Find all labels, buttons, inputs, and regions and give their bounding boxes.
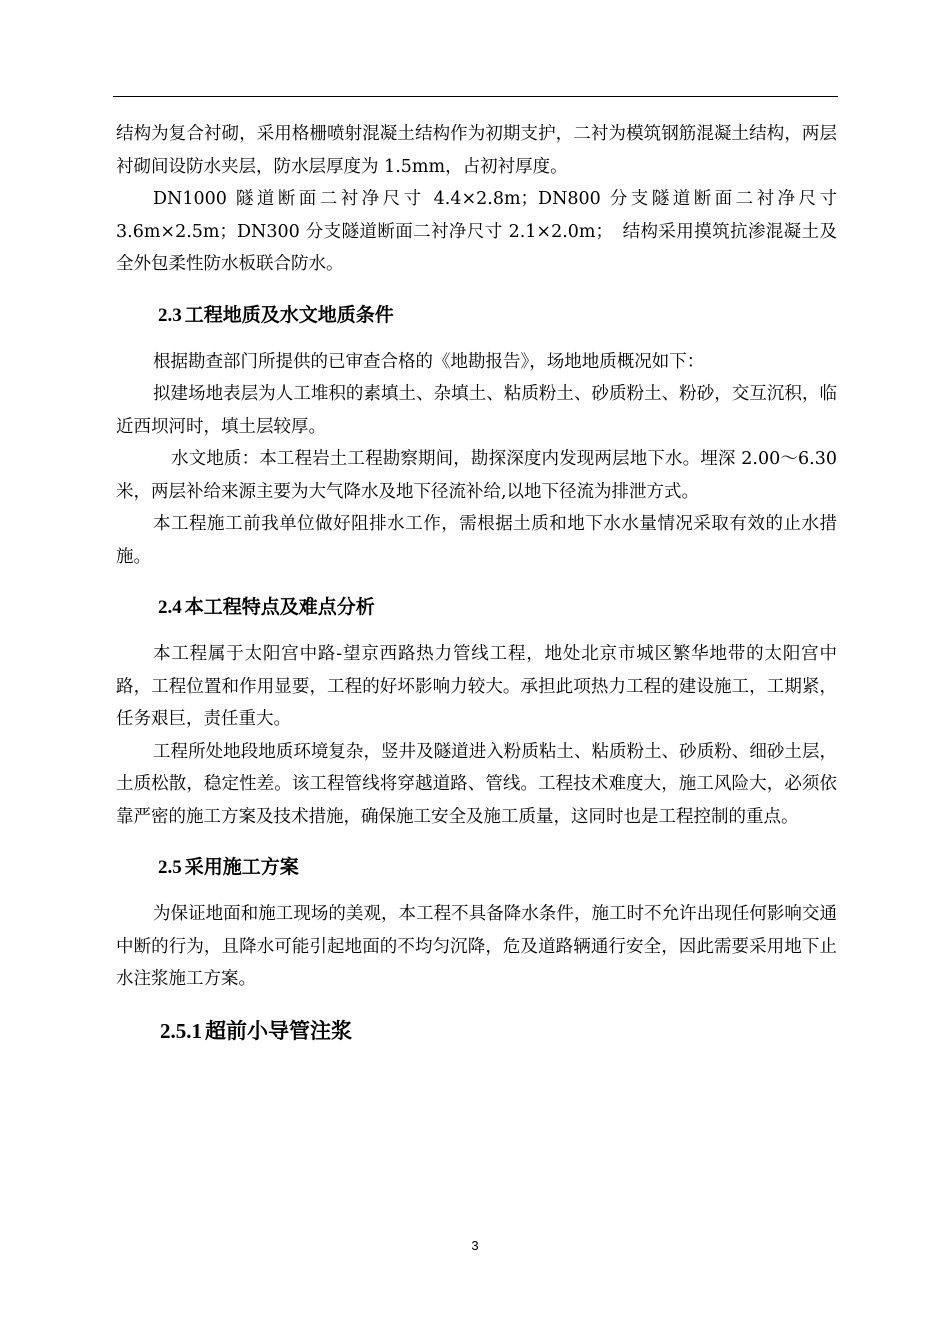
paragraph-tunnel-dimensions: DN1000 隧道断面二衬净尺寸 4.4×2.8m；DN800 分支隧道断面二衬净尺寸 3.6m×2.5m；DN300 分支隧道断面二衬净尺寸 2.1×2.0m； 结构采用摸筑抗渗混凝土及全外包柔性防水板联合防水。 [116, 189, 837, 274]
paragraph-construction-plan: 为保证地面和施工现场的美观，本工程不具备降水条件，施工时不允许出现任何影响交通中断的行为，且降水可能引起地面的不均匀沉降，危及道路辆通行安全，因此需要采用地下止水注浆施工方案。 [116, 904, 837, 989]
section-heading-2-5-1 [116, 1014, 837, 1048]
document-body [116, 118, 837, 1048]
paragraph-survey-report: 根据勘查部门所提供的已审查合格的《地勘报告》，场地地质概况如下： [153, 351, 705, 372]
section-heading-2-3 [116, 299, 837, 332]
section-title: 工程地质及水文地质条件 [184, 303, 394, 326]
section-title: 超前小导管注浆 [205, 1017, 352, 1043]
section-heading-2-5 [116, 851, 837, 884]
section-heading-2-4 [116, 591, 837, 624]
section-title: 采用施工方案 [184, 856, 299, 878]
paragraph-project-overview: 本工程属于太阳宫中路-望京西路热力管线工程，地处北京市城区繁华地带的太阳宫中路，工程位置和作用显要，工程的好坏影响力较大。承担此项热力工程的建设施工，工期紧，任务艰巨，责任重大。 [116, 644, 837, 729]
paragraph-site-strata: 拟建场地表层为人工堆积的素填土、杂填土、粘质粉土、砂质粉土、粉砂，交互沉积，临近西坝河时，填土层较厚。 [116, 384, 837, 437]
paragraph-lining-structure: 结构为复合衬砌，采用格栅喷射混凝土结构作为初期支护，二衬为模筑钢筋混凝土结构，两层衬砌间设防水夹层，防水层厚度为 1.5mm，占初衬厚度。 [116, 124, 837, 177]
section-number: 2.5.1 [160, 1018, 202, 1043]
section-number: 2.5 [158, 857, 182, 878]
paragraph-hydrogeology: 水文地质：本工程岩土工程勘察期间，勘探深度内发现两层地下水。埋深 2.00～6.30 米，两层补给来源主要为大气降水及地下径流补给,以地下径流为排泄方式。 [116, 449, 837, 502]
header-rule [113, 96, 838, 97]
page-number: 3 [471, 1238, 479, 1253]
section-title: 本工程特点及难点分析 [184, 596, 375, 618]
paragraph-geology-difficulty: 工程所处地段地质环境复杂，竖井及隧道进入粉质粘土、粘质粉土、砂质粉、细砂土层，土质松散，稳定性差。该工程管线将穿越道路、管线。工程技术难度大，施工风险大，必须依靠严密的施工方案及技术措施，确保施工安全及施工质量，这同时也是工程控制的重点。 [116, 741, 837, 827]
section-number: 2.3 [158, 304, 182, 326]
section-number: 2.4 [158, 597, 182, 618]
paragraph-water-control: 本工程施工前我单位做好阻排水工作，需根据土质和地下水水量情况采取有效的止水措施。 [116, 514, 837, 567]
